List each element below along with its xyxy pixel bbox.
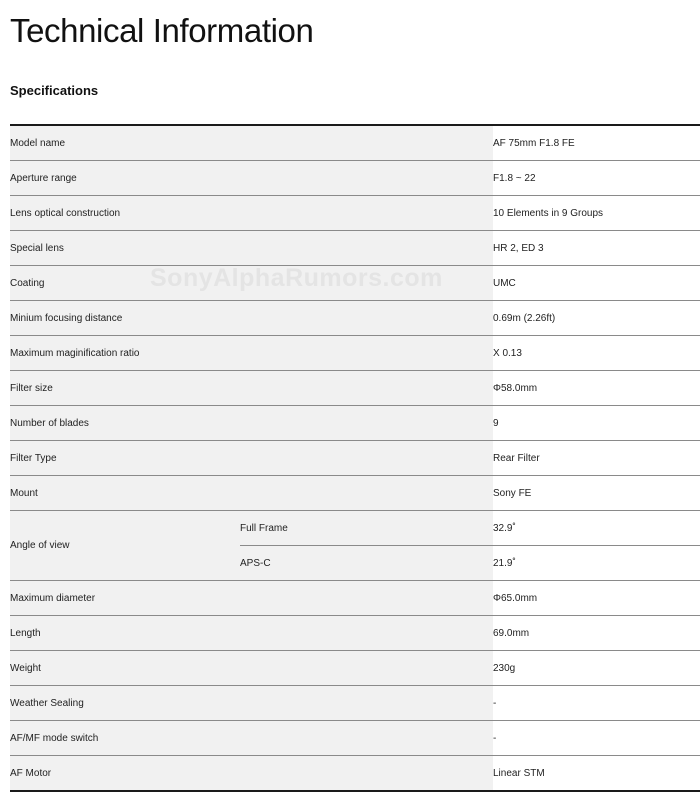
spec-label: Coating bbox=[10, 266, 493, 301]
spec-label: Mount bbox=[10, 476, 493, 511]
spec-value: Sony FE bbox=[493, 476, 700, 511]
specifications-table bbox=[10, 124, 700, 792]
page-title: Technical Information bbox=[10, 12, 314, 49]
spec-sublabel: Full Frame bbox=[240, 511, 493, 546]
spec-label: AF/MF mode switch bbox=[10, 721, 493, 756]
spec-label: Aperture range bbox=[10, 161, 493, 196]
angle-of-view-label: Angle of view bbox=[10, 511, 240, 581]
spec-label: Weight bbox=[10, 651, 493, 686]
spec-value: Φ65.0mm bbox=[493, 581, 700, 616]
spec-value: 69.0mm bbox=[493, 616, 700, 651]
table-row bbox=[10, 581, 700, 616]
spec-value: Rear Filter bbox=[493, 441, 700, 476]
section-title: Specifications bbox=[10, 83, 99, 98]
table-row bbox=[10, 371, 700, 406]
spec-label: Filter Type bbox=[10, 441, 493, 476]
table-row bbox=[10, 511, 700, 546]
spec-value: HR 2, ED 3 bbox=[493, 231, 700, 266]
spec-label: Minium focusing distance bbox=[10, 301, 493, 336]
spec-value: 32.9˚ bbox=[493, 511, 700, 546]
spec-value: AF 75mm F1.8 FE bbox=[493, 125, 700, 161]
table-row bbox=[10, 651, 700, 686]
spec-label: AF Motor bbox=[10, 756, 493, 792]
spec-value: F1.8 ~ 22 bbox=[493, 161, 700, 196]
spec-value: 10 Elements in 9 Groups bbox=[493, 196, 700, 231]
spec-label: Maximum diameter bbox=[10, 581, 493, 616]
spec-value: 21.9˚ bbox=[493, 546, 700, 581]
spec-label: Number of blades bbox=[10, 406, 493, 441]
spec-value: Φ58.0mm bbox=[493, 371, 700, 406]
table-row bbox=[10, 756, 700, 792]
table-row bbox=[10, 686, 700, 721]
spec-label: Weather Sealing bbox=[10, 686, 493, 721]
table-row bbox=[10, 441, 700, 476]
spec-value: 230g bbox=[493, 651, 700, 686]
table-row bbox=[10, 721, 700, 756]
spec-label: Filter size bbox=[10, 371, 493, 406]
table-row bbox=[10, 125, 700, 161]
table-row bbox=[10, 616, 700, 651]
spec-label: Length bbox=[10, 616, 493, 651]
spec-label: Special lens bbox=[10, 231, 493, 266]
table-row bbox=[10, 231, 700, 266]
spec-value: 9 bbox=[493, 406, 700, 441]
spec-value: - bbox=[493, 686, 700, 721]
table-row bbox=[10, 406, 700, 441]
spec-label: Maximum maginification ratio bbox=[10, 336, 493, 371]
spec-value: X 0.13 bbox=[493, 336, 700, 371]
table-row bbox=[10, 161, 700, 196]
spec-label: Lens optical construction bbox=[10, 196, 493, 231]
table-row bbox=[10, 476, 700, 511]
table-row bbox=[10, 266, 700, 301]
table-row bbox=[10, 336, 700, 371]
spec-value: - bbox=[493, 721, 700, 756]
spec-sublabel: APS-C bbox=[240, 546, 493, 581]
spec-value: UMC bbox=[493, 266, 700, 301]
spec-value: Linear STM bbox=[493, 756, 700, 792]
table-row bbox=[10, 196, 700, 231]
spec-label: Model name bbox=[10, 125, 493, 161]
spec-value: 0.69m (2.26ft) bbox=[493, 301, 700, 336]
table-row bbox=[10, 301, 700, 336]
